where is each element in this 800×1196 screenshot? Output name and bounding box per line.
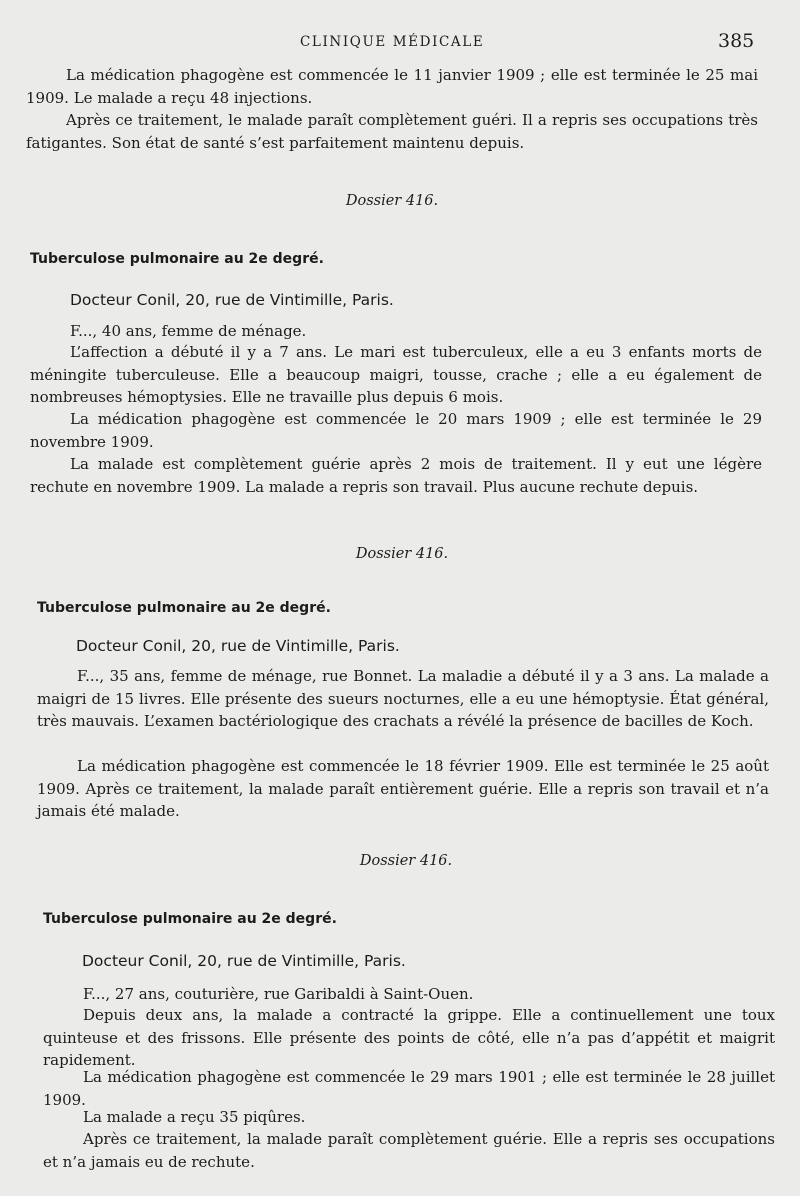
case-paragraph: F..., 35 ans, femme de ménage, rue Bonnet. La maladie a débuté il y a 3 ans. La malade a maigri de 15 livres. Elle présente des sueurs nocturnes, elle a eu une hémoptysie. État général, très mauvais. L’examen bactériologique des crachats a révélé la présence de bacilles de Koch. xyxy=(37,667,769,730)
intro-paragraph-1: La médication phagogène est commencée le 11 janvier 1909 ; elle est terminée le 25 mai 1909. Le malade a reçu 48 injections. xyxy=(26,66,758,107)
running-head xyxy=(0,30,800,54)
case-paragraph: Après ce traitement, la malade paraît complètement guérie. Elle a repris ses occupations et n’a jamais eu de rechute. xyxy=(43,1130,775,1171)
dossier-label: Dossier 416. xyxy=(359,853,453,869)
doctor-line: Docteur Conil, 20, rue de Vintimille, Paris. xyxy=(76,637,400,655)
intro-paragraph-2: Après ce traitement, le malade paraît complètement guéri. Il a repris ses occupations très fatigantes. Son état de santé s’est parfaitement maintenu depuis. xyxy=(26,111,758,152)
case-paragraph: F..., 27 ans, couturière, rue Garibaldi à Saint-Ouen. xyxy=(83,985,474,1003)
case-paragraph: F..., 40 ans, femme de ménage. xyxy=(70,322,307,340)
case-paragraph: La médication phagogène est commencée le 18 février 1909. Elle est terminée le 25 août 1909. Après ce traitement, la malade paraît entièrement guérie. Elle a repris son travail et n’a jamais été malade. xyxy=(37,757,769,820)
running-head-title: CLINIQUE MÉDICALE xyxy=(300,34,485,50)
case-paragraph: La médication phagogène est commencée le 29 mars 1901 ; elle est terminée le 28 juillet 1909. xyxy=(43,1068,775,1109)
case-heading: Tuberculose pulmonaire au 2e degré. xyxy=(43,911,337,927)
page-number: 385 xyxy=(718,30,755,52)
case-heading: Tuberculose pulmonaire au 2e degré. xyxy=(30,251,324,267)
case-heading: Tuberculose pulmonaire au 2e degré. xyxy=(37,600,331,616)
case-paragraph: La malade a reçu 35 piqûres. xyxy=(83,1108,306,1126)
case-paragraph: L’affection a débuté il y a 7 ans. Le mari est tuberculeux, elle a eu 3 enfants morts de méningite tuberculeuse. Elle a beaucoup maigri, tousse, crache ; elle a eu également de nombreuses hémoptysies. Elle ne travaille plus depuis 6 mois. xyxy=(30,343,762,406)
dossier-label: Dossier 416. xyxy=(355,546,449,562)
dossier-label: Dossier 416. xyxy=(345,193,439,209)
doctor-line: Docteur Conil, 20, rue de Vintimille, Paris. xyxy=(82,952,406,970)
case-paragraph: La malade est complètement guérie après 2 mois de traitement. Il y eut une légère rechute en novembre 1909. La malade a repris son travail. Plus aucune rechute depuis. xyxy=(30,455,762,496)
case-paragraph: La médication phagogène est commencée le 20 mars 1909 ; elle est terminée le 29 novembre 1909. xyxy=(30,410,762,451)
case-paragraph: Depuis deux ans, la malade a contracté la grippe. Elle a continuellement une toux quinteuse et des frissons. Elle présente des points de côté, elle n’a pas d’appétit et maigrit rapidement. xyxy=(43,1006,775,1069)
doctor-line: Docteur Conil, 20, rue de Vintimille, Paris. xyxy=(70,291,394,309)
